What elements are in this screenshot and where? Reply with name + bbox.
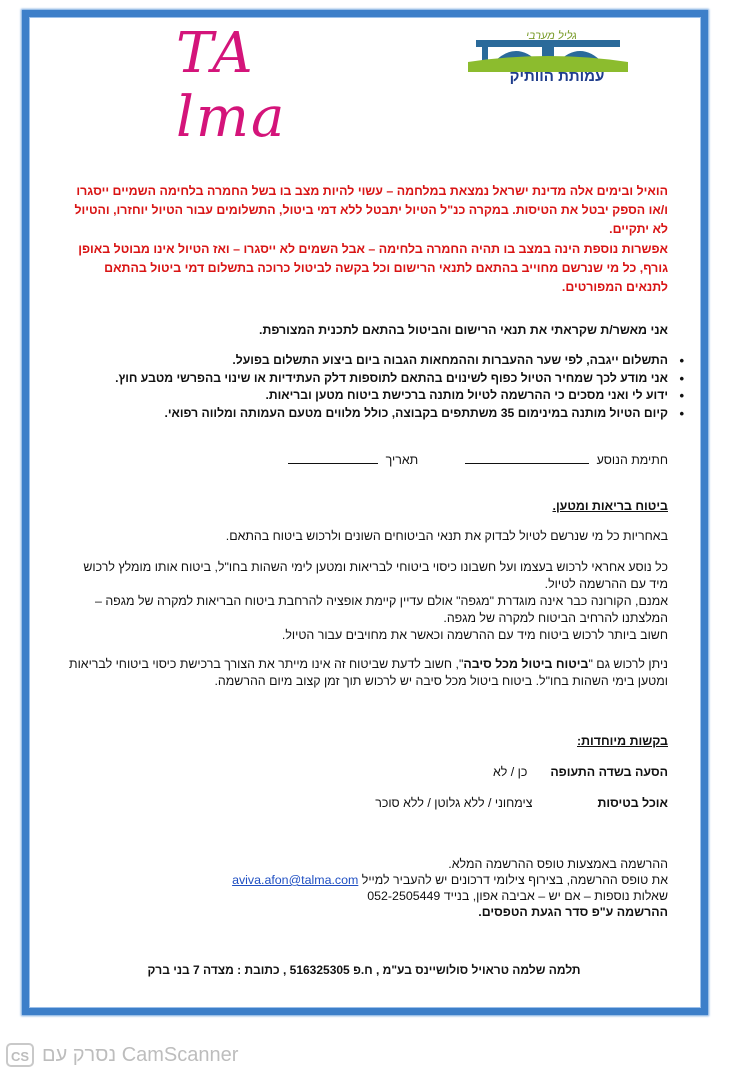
insurance-p5-post: ", חשוב לדעת שביטוח זה אינו מייתר את הצורך ברכישת כיסוי ביטוחי לבריאות — [69, 657, 464, 671]
transport-label: הסעה בשדה התעופה — [550, 765, 668, 779]
amuta-logo — [462, 30, 632, 92]
special-requests-title: בקשות מיוחדות: — [577, 734, 668, 748]
insurance-p2-line1: כל נוסע אחראי לרכוש בעצמו ועל חשבונו כיסוי ביטוחי לבריאות ומטען לימי השהות בחו"ל, ביטוח אותו מומלץ לרכוש — [83, 560, 668, 574]
insurance-p5-line1 — [60, 656, 668, 673]
list-item: • קיום הטיול מותנה במינימום 35 משתתפים בקבוצה, כולל מלווים מטעם העמותה ומלווה רפואי. — [60, 405, 668, 423]
date-line[interactable] — [288, 463, 378, 464]
camscanner-badge-icon: CS — [6, 1043, 34, 1067]
list-item: • התשלום ייגבה, לפי שער ההעברות וההמחאות הגבוה ביום ביצוע התשלום בפועל. — [60, 352, 668, 370]
insurance-p5-line2: ומטען בימי השהות בחו"ל. ביטוח ביטול מכל סיבה יש לרכוש תוך זמן קצוב מיום ההרשמה. — [214, 674, 668, 688]
registration-line2-text: את טופס ההרשמה, בצירוף צילומי דרכונים יש להעביר למייל — [361, 873, 668, 887]
warning-paragraph-2: אפשרות נוספת הינה במצב בו תהיה החמרה בלחימה – אבל השמים לא ייסגרו – ואז הטיול אינו מבוטל באופן גורף, כל מי שנרשם מחוייב בהתאם לתנאי הרישום וכל בקשה לביטול כרוכה בתשלום דמי ביטול בהתאם לתנאים המפורטים. — [78, 242, 668, 294]
insurance-p2-line2: מיד עם ההרשמה לטיול. — [544, 577, 668, 591]
signature-label: חתימת הנוסע — [596, 453, 668, 467]
company-footer: תלמה שלמה טראויל סולושיינס בע"מ , ח.פ 516325305 , כתובת : מצדה 7 בני ברק — [147, 963, 581, 977]
transport-row — [60, 764, 668, 781]
insurance-p3-line1: אמנם, הקורונה כבר אינה מוגדרת "מגפה" אולם עדיין קיימת אופציה להרחבת ביטוח הבריאות למקרה של מגפה – — [95, 594, 668, 608]
amuta-name: עמותת הוותיק — [509, 68, 605, 85]
confirm-title: אני מאשר/ת שקראתי את תנאי הרישום והביטול בהתאם לתכנית המצורפת. — [259, 323, 668, 337]
email-link[interactable]: aviva.afon@talma.com — [232, 873, 359, 887]
warning-paragraph-1: הואיל ובימים אלה מדינת ישראל נמצאת במלחמה – עשוי להיות מצב בו בשל החמרה בלחימה השמיים ייסגרו ו/או הספק יבטל את הטיסות. במקרה כנ"ל הטיול יתבטל ללא דמי ביטול, התשלומים עבור הטיול יוחזרו, והטיול לא יתקיים. — [74, 184, 668, 236]
list-item: • אני מודע לכך שמחיר הטיול כפוף לשינוים בהתאם לתוספות דלק העתידיות או שינוי בהפרשי מטבע חוץ. — [60, 370, 668, 388]
camscanner-text: נסרק עם CamScanner — [42, 1044, 239, 1066]
talma-logo — [176, 21, 376, 150]
food-options[interactable]: צימחוני / ללא גלוטן / ללא סוכר — [375, 796, 533, 810]
registration-line3: שאלות נוספות – אם יש – אביבה אפון, בנייד 052-2505449 — [367, 889, 668, 903]
transport-options[interactable]: כן / לא — [493, 765, 528, 779]
food-row — [60, 795, 668, 812]
registration-line2 — [60, 872, 668, 889]
food-label: אוכל בטיסות — [597, 796, 668, 810]
date-label: תאריך — [385, 453, 419, 467]
insurance-title: ביטוח בריאות ומטען. — [552, 499, 668, 513]
cancel-any-reason: ביטוח ביטול מכל סיבה — [463, 657, 589, 671]
insurance-p3-line2: המלצתנו להרחיב הביטוח למקרה של מגפה. — [443, 611, 668, 625]
list-item: • ידוע לי ואני מסכים כי ההרשמה לטיול מותנה ברכישת ביטוח מטען ובריאות. — [60, 387, 668, 405]
insurance-p4: חשוב ביותר לרכוש ביטוח מיד עם ההרשמה וכאשר את מחויבים עבור הטיול. — [281, 628, 668, 642]
conditions-list — [60, 352, 686, 422]
insurance-p5-pre: ניתן לרכוש גם " — [588, 657, 668, 671]
registration-line4: ההרשמה ע"פ סדר הגעת הטפסים. — [478, 905, 668, 919]
talma-logo-text: TA lma — [176, 21, 287, 150]
registration-line1: ההרשמה באמצעות טופס ההרשמה המלא. — [448, 857, 668, 871]
insurance-p1: באחריות כל מי שנרשם לטיול לבדוק את תנאי הביטוחים השונים ולרכוש ביטוח בהתאם. — [225, 529, 668, 543]
signature-row — [60, 452, 668, 469]
amuta-tagline: גליל מערבי — [526, 30, 577, 42]
signature-line[interactable] — [465, 463, 589, 464]
